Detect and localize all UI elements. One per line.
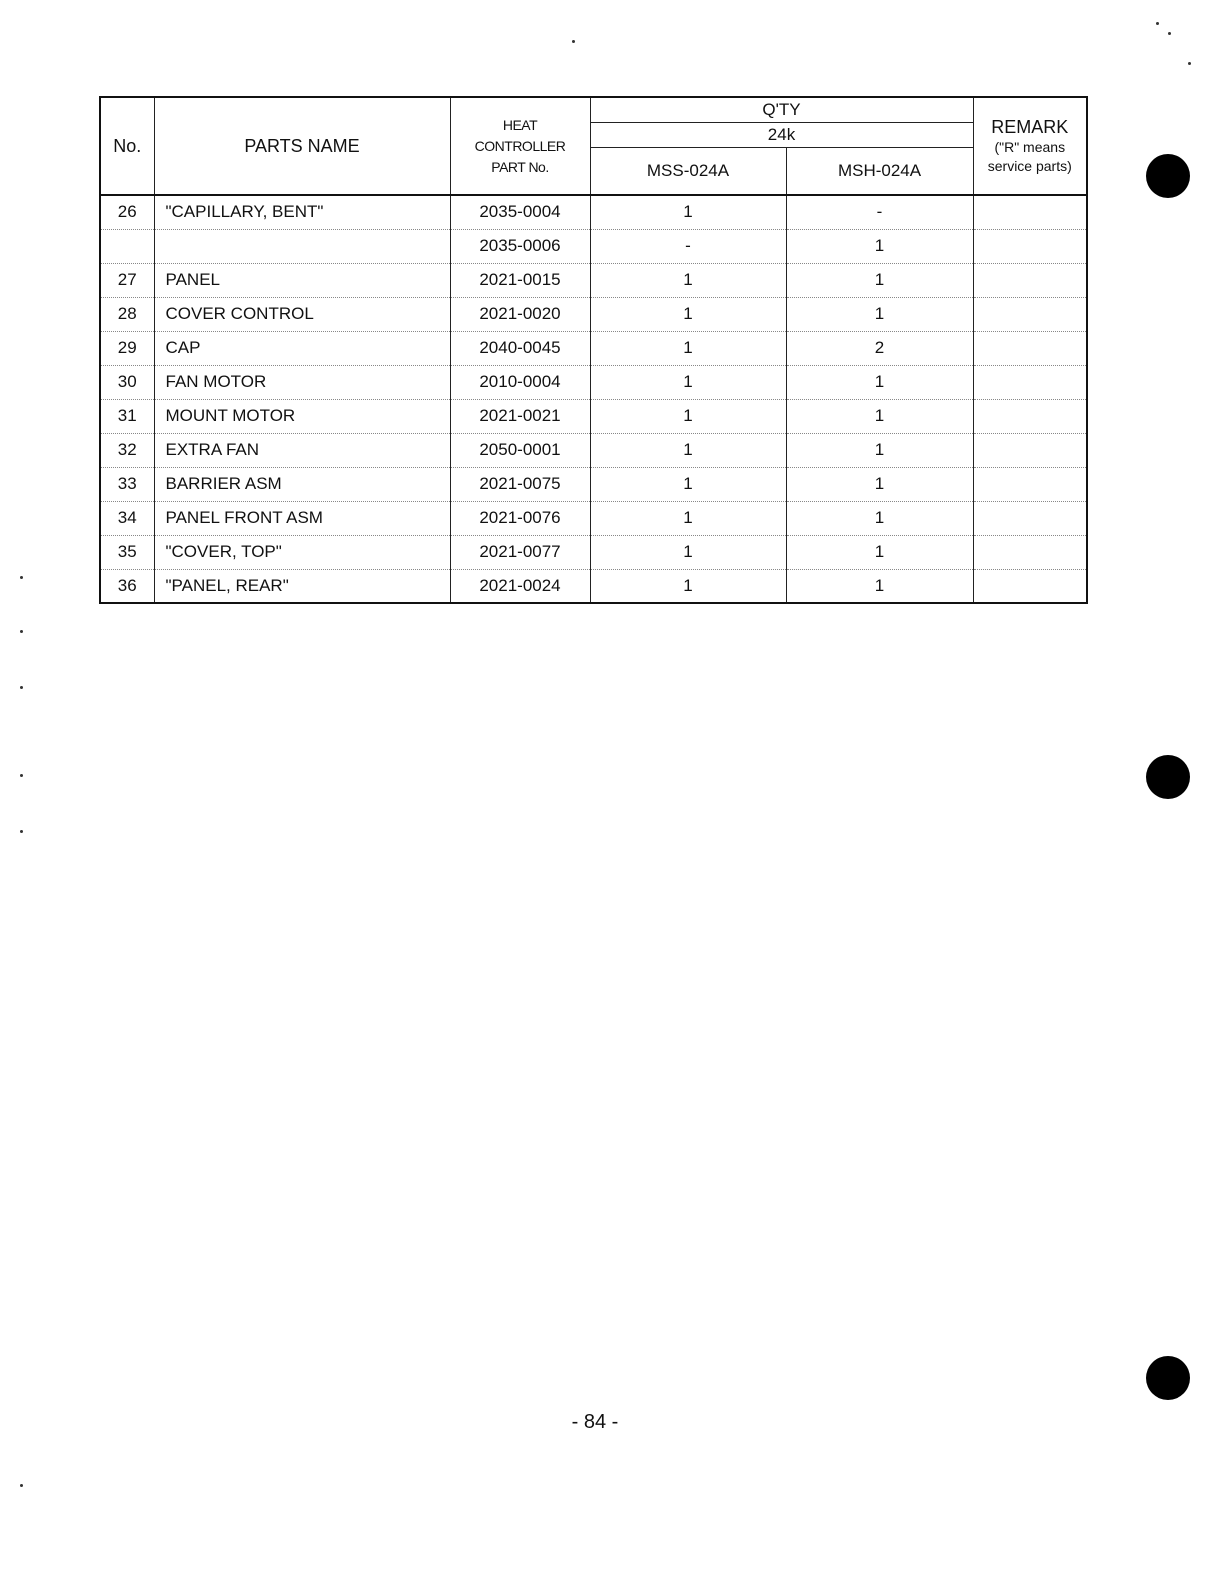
row-qty-msh: 1 bbox=[786, 501, 973, 535]
table-row bbox=[100, 569, 1087, 603]
row-qty-msh: 2 bbox=[786, 331, 973, 365]
row-part-no: 2021-0020 bbox=[450, 297, 590, 331]
row-parts-name: "PANEL, REAR" bbox=[154, 569, 450, 603]
row-qty-msh: 1 bbox=[786, 467, 973, 501]
scan-speck bbox=[20, 1484, 23, 1487]
row-no: 34 bbox=[100, 501, 154, 535]
row-qty-msh: 1 bbox=[786, 569, 973, 603]
row-remark bbox=[973, 467, 1087, 501]
table-row bbox=[100, 433, 1087, 467]
row-part-no: 2010-0004 bbox=[450, 365, 590, 399]
row-part-no: 2021-0075 bbox=[450, 467, 590, 501]
row-parts-name: EXTRA FAN bbox=[154, 433, 450, 467]
binder-hole-middle bbox=[1146, 755, 1190, 799]
row-remark bbox=[973, 501, 1087, 535]
header-capacity: 24k bbox=[590, 122, 973, 147]
row-parts-name: "COVER, TOP" bbox=[154, 535, 450, 569]
row-part-no: 2021-0024 bbox=[450, 569, 590, 603]
row-remark bbox=[973, 365, 1087, 399]
table-row bbox=[100, 195, 1087, 229]
row-part-no: 2035-0004 bbox=[450, 195, 590, 229]
row-part-no: 2021-0077 bbox=[450, 535, 590, 569]
header-remark bbox=[973, 97, 1087, 195]
header-model-msh-024a: MSH-024A bbox=[786, 147, 973, 195]
row-qty-mss: 1 bbox=[590, 569, 786, 603]
table-row bbox=[100, 467, 1087, 501]
row-no: 28 bbox=[100, 297, 154, 331]
row-parts-name: COVER CONTROL bbox=[154, 297, 450, 331]
row-qty-mss: 1 bbox=[590, 433, 786, 467]
header-parts-name: PARTS NAME bbox=[154, 97, 450, 195]
scan-speck bbox=[1156, 22, 1159, 25]
row-qty-mss: 1 bbox=[590, 467, 786, 501]
row-no: 27 bbox=[100, 263, 154, 297]
row-qty-mss: 1 bbox=[590, 195, 786, 229]
row-qty-mss: 1 bbox=[590, 331, 786, 365]
row-parts-name: PANEL bbox=[154, 263, 450, 297]
row-remark bbox=[973, 399, 1087, 433]
row-qty-msh: 1 bbox=[786, 365, 973, 399]
page-number: - 84 - bbox=[571, 1411, 619, 1433]
row-part-no: 2035-0006 bbox=[450, 229, 590, 263]
header-remark-line1: ("R" means bbox=[994, 138, 1066, 155]
scan-speck bbox=[1188, 62, 1191, 65]
header-heat-line3: PART No. bbox=[491, 158, 549, 175]
row-part-no: 2021-0021 bbox=[450, 399, 590, 433]
table-body bbox=[100, 195, 1087, 603]
scan-speck bbox=[20, 686, 23, 689]
row-qty-mss: 1 bbox=[590, 399, 786, 433]
row-remark bbox=[973, 331, 1087, 365]
table-row bbox=[100, 331, 1087, 365]
row-no bbox=[100, 229, 154, 263]
row-part-no: 2021-0076 bbox=[450, 501, 590, 535]
row-no: 33 bbox=[100, 467, 154, 501]
table-row bbox=[100, 535, 1087, 569]
row-part-no: 2021-0015 bbox=[450, 263, 590, 297]
row-qty-msh: 1 bbox=[786, 433, 973, 467]
row-no: 30 bbox=[100, 365, 154, 399]
row-remark bbox=[973, 433, 1087, 467]
parts-table bbox=[99, 96, 1088, 604]
scan-speck bbox=[1168, 32, 1171, 35]
row-parts-name: PANEL FRONT ASM bbox=[154, 501, 450, 535]
row-qty-msh: 1 bbox=[786, 399, 973, 433]
row-parts-name: CAP bbox=[154, 331, 450, 365]
scan-speck bbox=[20, 830, 23, 833]
row-qty-mss: 1 bbox=[590, 297, 786, 331]
binder-hole-top bbox=[1146, 154, 1190, 198]
row-no: 35 bbox=[100, 535, 154, 569]
row-parts-name: "CAPILLARY, BENT" bbox=[154, 195, 450, 229]
header-qty: Q'TY bbox=[590, 97, 973, 122]
table-row bbox=[100, 365, 1087, 399]
header-model-mss-024a: MSS-024A bbox=[590, 147, 786, 195]
table-row bbox=[100, 297, 1087, 331]
row-qty-msh: 1 bbox=[786, 535, 973, 569]
table-header bbox=[100, 97, 1087, 195]
header-heat-line2: CONTROLLER bbox=[474, 137, 566, 154]
header-heat-controller-part-no bbox=[450, 97, 590, 195]
row-remark bbox=[973, 263, 1087, 297]
header-heat-line1: HEAT bbox=[502, 116, 538, 133]
row-qty-mss: 1 bbox=[590, 535, 786, 569]
row-no: 32 bbox=[100, 433, 154, 467]
scan-speck bbox=[20, 576, 23, 579]
table-row bbox=[100, 229, 1087, 263]
header-remark-line2: service parts) bbox=[987, 157, 1072, 174]
row-qty-mss: 1 bbox=[590, 263, 786, 297]
row-remark bbox=[973, 297, 1087, 331]
row-qty-msh: 1 bbox=[786, 297, 973, 331]
header-no: No. bbox=[100, 97, 154, 195]
row-remark bbox=[973, 569, 1087, 603]
table-row bbox=[100, 263, 1087, 297]
row-qty-mss: 1 bbox=[590, 501, 786, 535]
table-row bbox=[100, 501, 1087, 535]
row-qty-mss: 1 bbox=[590, 365, 786, 399]
row-no: 29 bbox=[100, 331, 154, 365]
row-qty-msh: 1 bbox=[786, 263, 973, 297]
row-qty-msh: - bbox=[786, 195, 973, 229]
row-part-no: 2040-0045 bbox=[450, 331, 590, 365]
binder-hole-bottom bbox=[1146, 1356, 1190, 1400]
row-remark bbox=[973, 535, 1087, 569]
row-no: 31 bbox=[100, 399, 154, 433]
row-parts-name: MOUNT MOTOR bbox=[154, 399, 450, 433]
row-remark bbox=[973, 229, 1087, 263]
row-no: 36 bbox=[100, 569, 154, 603]
row-remark bbox=[973, 195, 1087, 229]
row-parts-name: BARRIER ASM bbox=[154, 467, 450, 501]
row-parts-name: FAN MOTOR bbox=[154, 365, 450, 399]
row-parts-name bbox=[154, 229, 450, 263]
row-qty-mss: - bbox=[590, 229, 786, 263]
scan-speck bbox=[20, 630, 23, 633]
row-qty-msh: 1 bbox=[786, 229, 973, 263]
table-row bbox=[100, 399, 1087, 433]
row-no: 26 bbox=[100, 195, 154, 229]
row-part-no: 2050-0001 bbox=[450, 433, 590, 467]
scan-speck bbox=[572, 40, 575, 43]
scan-speck bbox=[20, 774, 23, 777]
header-remark-title: REMARK bbox=[991, 116, 1069, 137]
